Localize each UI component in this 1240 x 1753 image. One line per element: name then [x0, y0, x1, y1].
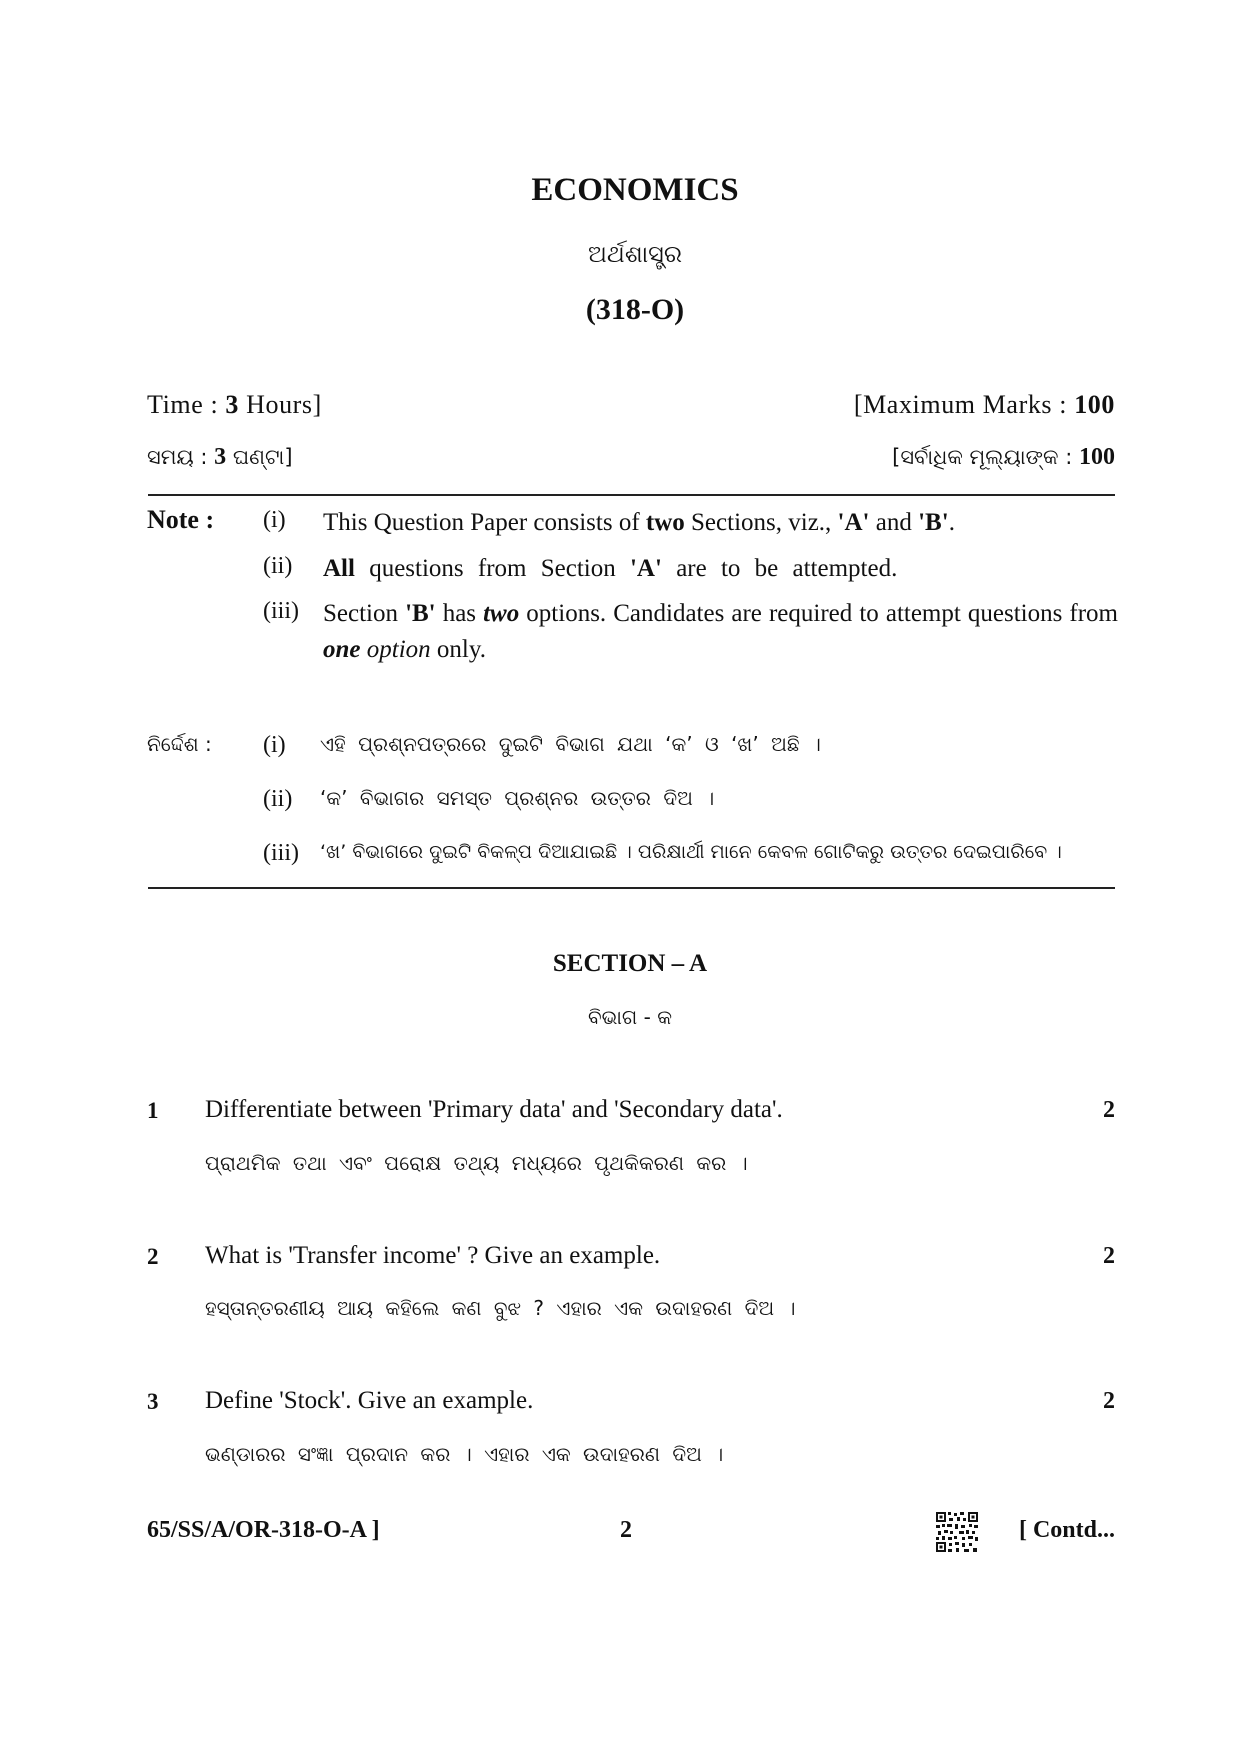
time-label: Time : — [147, 390, 226, 419]
note-text-3: Section 'B' has two options. Candidates are required to attempt questions from one option only. — [323, 600, 1118, 663]
note-odia-num-3: (iii) — [263, 840, 299, 866]
note-odia-text-1: ଏହି ପ୍ରଶ୍ନପତ୍ରରେ ଦୁଇଟି ବିଭାଗ ଯଥା ‘କ’ ଓ ‘ଖ’ ଅଛି । — [320, 732, 821, 756]
max-marks-info-odia — [892, 444, 1115, 471]
note-text-2: All questions from Section 'A' are to be attempted. — [323, 555, 898, 582]
footer-contd: [ Contd... — [1018, 1517, 1115, 1543]
section-title-odia: ବିଭାଗ - କ — [587, 1005, 672, 1029]
note-odia-num-1: (i) — [263, 732, 286, 758]
question-text: What is 'Transfer income' ? Give an example. — [205, 1242, 661, 1269]
max-marks-odia-value: 100 — [1079, 444, 1115, 470]
max-marks-info — [854, 390, 1115, 420]
question-text-odia: ଭଣ୍ଡାରର ସଂଜ୍ଞା ପ୍ରଦାନ କର । ଏହାର ଏକ ଉଦାହରଣ ଦିଅ । — [205, 1442, 724, 1466]
time-info — [147, 390, 322, 420]
note-odia-num-2: (ii) — [263, 786, 293, 812]
time-odia-value: 3 — [214, 444, 227, 470]
paper-title: ECONOMICS — [531, 172, 739, 208]
max-marks-value: 100 — [1074, 390, 1115, 419]
question-number: 3 — [147, 1389, 159, 1414]
time-value: 3 — [225, 390, 239, 419]
note-odia-label: ନିର୍ଦ୍ଦେଶ : — [147, 732, 212, 756]
note-text-1: This Question Paper consists of two Sections, viz., 'A' and 'B'. — [323, 509, 955, 536]
divider-top — [148, 494, 1115, 496]
question-number: 1 — [147, 1098, 159, 1123]
time-unit: Hours] — [239, 390, 322, 419]
question-text-odia: ହସ୍ତାନ୍ତରଣୀୟ ଆୟ କହିଲେ କଣ ବୁଝ ? ଏହାର ଏକ ଉଦାହରଣ ଦିଅ । — [205, 1296, 796, 1320]
footer-paper-code: 65/SS/A/OR-318-O-A ] — [147, 1517, 380, 1543]
note-num-2: (ii) — [263, 553, 293, 579]
footer-page-number: 2 — [620, 1517, 632, 1543]
question-number: 2 — [147, 1244, 159, 1269]
note-label: Note : — [147, 505, 215, 534]
divider-bottom — [148, 887, 1115, 889]
paper-title-odia: ଅର୍ଥଶାସ୍ତ୍ର — [587, 240, 683, 268]
qr-code-icon — [936, 1512, 978, 1552]
note-num-1: (i) — [263, 507, 286, 533]
question-text: Define 'Stock'. Give an example. — [205, 1387, 534, 1414]
note-num-3: (iii) — [263, 598, 299, 624]
note-odia-text-2: ‘କ’ ବିଭାଗର ସମସ୍ତ ପ୍ରଶ୍ନର ଉତ୍ତର ଦିଅ । — [320, 786, 715, 810]
question-marks: 2 — [1103, 1388, 1115, 1414]
note-odia-text-3: ‘ଖ’ ବିଭାଗରେ ଦୁଇଟି ବିକଳ୍ପ ଦିଆଯାଇଛି । ପରିକ୍ଷାର୍ଥୀ ମାନେ କେବଳ ଗୋଟିକରୁ ଉତ୍ତର ଦେଇପାରିବେ । — [320, 841, 1062, 863]
section-title: SECTION – A — [552, 950, 708, 977]
max-marks-odia-label: [ସର୍ବାଧିକ ମୂଲ୍ୟାଙ୍କ : — [892, 445, 1079, 469]
max-marks-label: [Maximum Marks : — [853, 390, 1075, 419]
question-marks: 2 — [1103, 1097, 1115, 1123]
time-info-odia — [147, 444, 293, 471]
question-text-odia: ପ୍ରାଥମିକ ତଥା ଏବଂ ପରୋକ୍ଷ ତଥ୍ୟ ମଧ୍ୟରେ ପୃଥକିକରଣ କର । — [205, 1151, 748, 1175]
paper-code: (318-O) — [585, 293, 685, 326]
question-text: Differentiate between 'Primary data' and 'Secondary data'. — [205, 1096, 783, 1123]
time-odia-label: ସମୟ : — [147, 445, 215, 469]
time-odia-unit: ଘଣ୍ଟା] — [226, 445, 293, 469]
question-marks: 2 — [1103, 1243, 1115, 1269]
